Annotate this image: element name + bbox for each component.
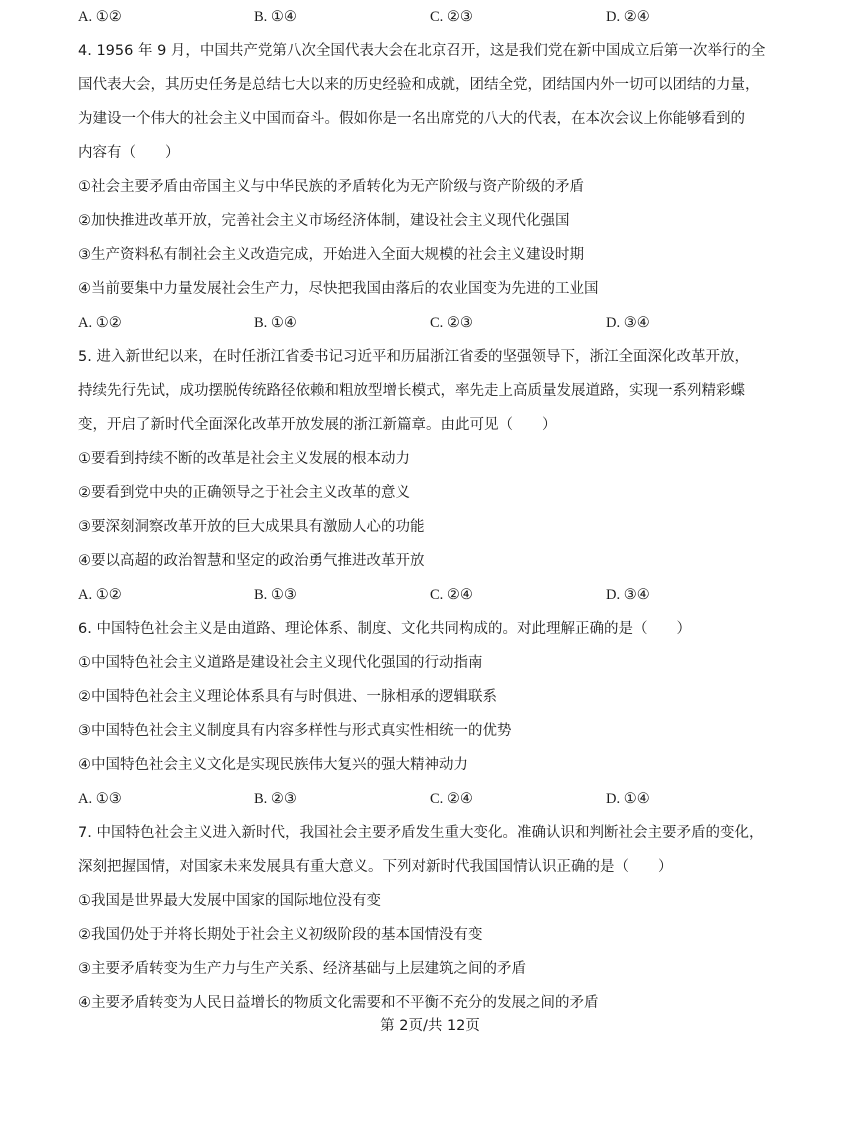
q4-stem-line-4: 内容有（ ） bbox=[78, 145, 180, 161]
q5-item-3: ③要深刻洞察改革开放的巨大成果具有激励人心的功能 bbox=[78, 519, 425, 535]
q4-item-3: ③生产资料私有制社会主义改造完成，开始进入全面大规模的社会主义建设时期 bbox=[78, 247, 584, 263]
q4-stem-line-3: 为建设一个伟大的社会主义中国而奋斗。假如你是一名出席党的八大的代表，在本次会议上你能够看到的 bbox=[78, 111, 745, 127]
q3-option-b: B. ①④ bbox=[254, 9, 297, 25]
q5-option-b: B. ①③ bbox=[254, 587, 297, 603]
q4-stem-line-2: 国代表大会，其历史任务是总结七大以来的历史经验和成就，团结全党，团结国内外一切可以团结的力量， bbox=[78, 77, 760, 93]
q5-option-c: C. ②④ bbox=[430, 587, 473, 603]
q6-option-d: D. ①④ bbox=[606, 791, 650, 807]
q7-item-3: ③主要矛盾转变为生产力与生产关系、经济基础与上层建筑之间的矛盾 bbox=[78, 961, 526, 977]
q6-item-3: ③中国特色社会主义制度具有内容多样性与形式真实性相统一的优势 bbox=[78, 723, 512, 739]
q3-option-a: A. ①② bbox=[78, 9, 122, 25]
q7-item-2: ②我国仍处于并将长期处于社会主义初级阶段的基本国情没有变 bbox=[78, 927, 483, 943]
q5-option-d: D. ③④ bbox=[606, 587, 650, 603]
q7-stem-line-2: 深刻把握国情，对国家未来发展具有重大意义。下列对新时代我国国情认识正确的是（ ） bbox=[78, 859, 673, 875]
q4-stem-line-1: 4. 1956 年 9 月，中国共产党第八次全国代表大会在北京召开，这是我们党在新中国成立后第一次举行的全 bbox=[78, 43, 766, 59]
q6-stem-line-1: 6. 中国特色社会主义是由道路、理论体系、制度、文化共同构成的。对此理解正确的是（ ） bbox=[78, 621, 691, 637]
q6-item-4: ④中国特色社会主义文化是实现民族伟大复兴的强大精神动力 bbox=[78, 757, 468, 773]
q6-option-c: C. ②④ bbox=[430, 791, 473, 807]
q4-option-a: A. ①② bbox=[78, 315, 122, 331]
q4-item-1: ①社会主要矛盾由帝国主义与中华民族的矛盾转化为无产阶级与资产阶级的矛盾 bbox=[78, 179, 584, 195]
q5-item-4: ④要以高超的政治智慧和坚定的政治勇气推进改革开放 bbox=[78, 553, 425, 569]
q5-option-a: A. ①② bbox=[78, 587, 122, 603]
q4-option-c: C. ②③ bbox=[430, 315, 473, 331]
q5-item-2: ②要看到党中央的正确领导之于社会主义改革的意义 bbox=[78, 485, 410, 501]
q7-item-4: ④主要矛盾转变为人民日益增长的物质文化需要和不平衡不充分的发展之间的矛盾 bbox=[78, 995, 599, 1011]
q5-stem-line-1: 5. 进入新世纪以来，在时任浙江省委书记习近平和历届浙江省委的坚强领导下，浙江全面深化改革开放， bbox=[78, 349, 749, 365]
q7-stem-line-1: 7. 中国特色社会主义进入新时代，我国社会主要矛盾发生重大变化。准确认识和判断社会主要矛盾的变化， bbox=[78, 825, 764, 841]
q5-stem-line-3: 变，开启了新时代全面深化改革开放发展的浙江新篇章。由此可见（ ） bbox=[78, 417, 557, 433]
q4-item-4: ④当前要集中力量发展社会生产力，尽快把我国由落后的农业国变为先进的工业国 bbox=[78, 281, 599, 297]
q4-option-b: B. ①④ bbox=[254, 315, 297, 331]
q6-item-1: ①中国特色社会主义道路是建设社会主义现代化强国的行动指南 bbox=[78, 655, 483, 671]
q5-stem-line-2: 持续先行先试，成功摆脱传统路径依赖和粗放型增长模式，率先走上高质量发展道路，实现一系列精彩蝶 bbox=[78, 383, 745, 399]
q6-item-2: ②中国特色社会主义理论体系具有与时俱进、一脉相承的逻辑联系 bbox=[78, 689, 497, 705]
q6-option-b: B. ②③ bbox=[254, 791, 297, 807]
q4-item-2: ②加快推进改革开放，完善社会主义市场经济体制，建设社会主义现代化强国 bbox=[78, 213, 570, 229]
q4-option-d: D. ③④ bbox=[606, 315, 650, 331]
page-number-footer: 第 2页/共 12页 bbox=[380, 1018, 480, 1034]
q6-option-a: A. ①③ bbox=[78, 791, 122, 807]
q3-option-c: C. ②③ bbox=[430, 9, 473, 25]
q5-item-1: ①要看到持续不断的改革是社会主义发展的根本动力 bbox=[78, 451, 410, 467]
q7-item-1: ①我国是世界最大发展中国家的国际地位没有变 bbox=[78, 893, 381, 909]
q3-option-d: D. ②④ bbox=[606, 9, 650, 25]
